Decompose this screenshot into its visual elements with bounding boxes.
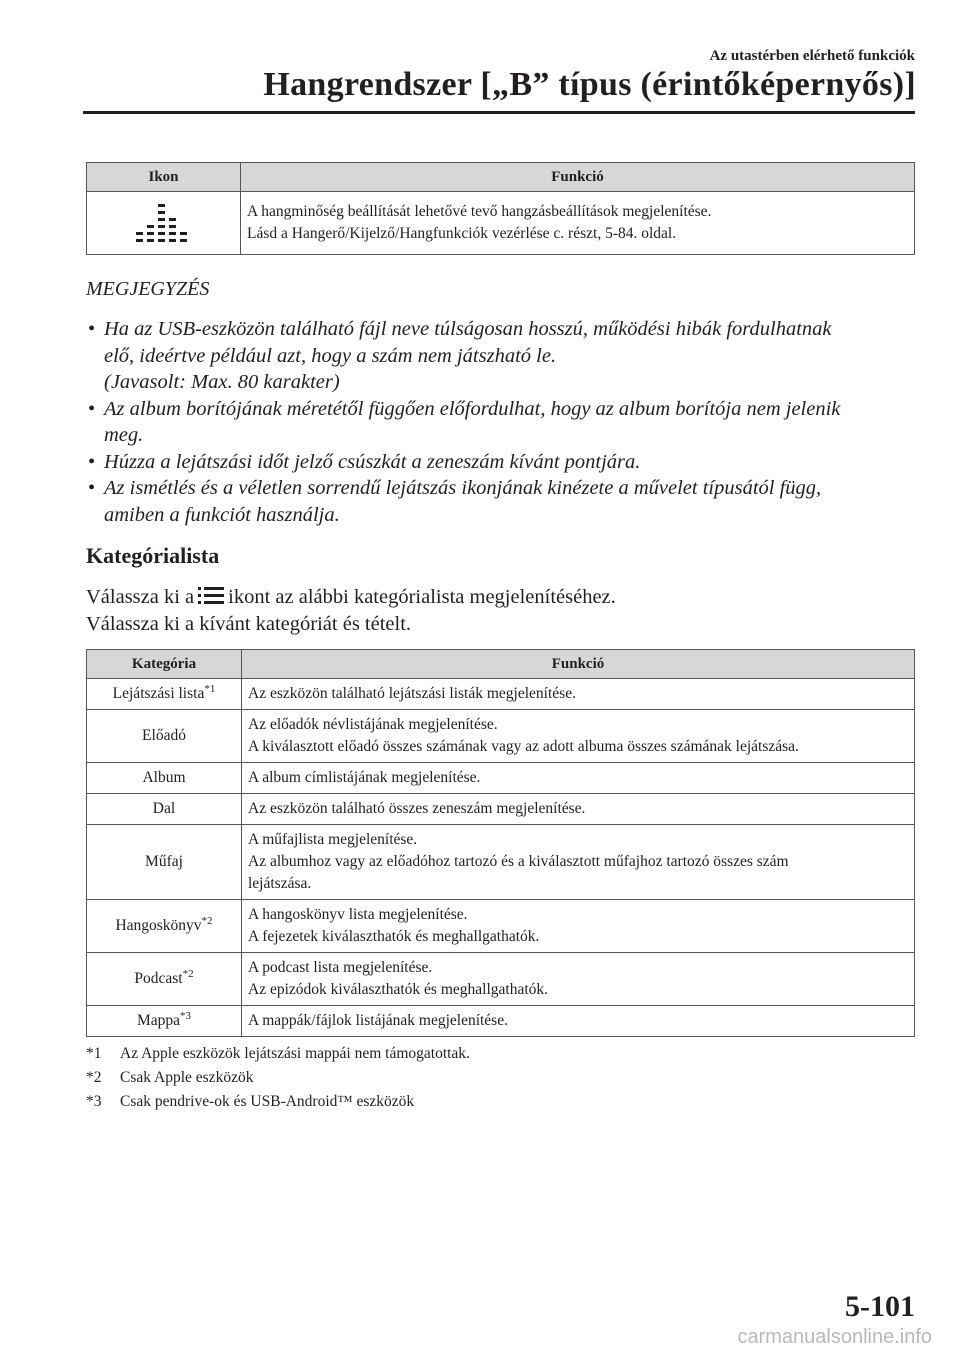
note-line: meg. xyxy=(104,424,144,446)
note-line: Húzza a lejátszási időt jelző csúszkát a zeneszám kívánt pontjára. xyxy=(104,450,641,473)
category-cell: Műfaj xyxy=(87,825,242,900)
function-cell: Az előadók névlistájának megjelenítése. A kiválasztott előadó összes számának vagy az adott albuma összes számának lejátszása. xyxy=(242,710,915,763)
page-title: Hangrendszer [„B” típus (érintőképernyős)] xyxy=(263,66,916,103)
table-row xyxy=(87,763,915,794)
table-row xyxy=(87,1006,915,1037)
page-number: 5-101 xyxy=(845,1290,915,1323)
category-cell: Lejátszási lista$^{*1}$ xyxy=(87,679,242,710)
note-line: Ha az USB-eszközön található fájl neve túlságosan hosszú, működési hibák fordulhatnak xyxy=(104,318,832,340)
function-cell: Az eszközön található lejátszási listák megjelenítése. xyxy=(242,679,915,710)
note-line: (Javasolt: Max. 80 karakter) xyxy=(104,371,340,393)
table-row xyxy=(87,679,915,710)
note-list xyxy=(86,316,918,528)
category-cell: Mappa$^{*3}$ xyxy=(87,1006,242,1037)
instruction-line: Válassza ki a kívánt kategóriát és tételt. xyxy=(86,613,412,635)
icon-function-table xyxy=(86,162,915,255)
table-row xyxy=(87,900,915,953)
bullet: • xyxy=(88,318,96,340)
footnote: *3 Csak pendrive-ok és USB-Android™ eszközök xyxy=(86,1093,415,1110)
note-item xyxy=(86,396,918,449)
function-cell: Az eszközön található összes zeneszám megjelenítése. xyxy=(242,794,915,825)
function-cell: A hangoskönyv lista megjelenítése. A fejezetek kiválaszthatók és meghallgathatók. xyxy=(242,900,915,953)
category-cell: Előadó xyxy=(87,710,242,763)
function-text: A hangminőség beállítását lehetővé tevő hangzásbeállítások megjelenítése. xyxy=(247,203,712,220)
category-table xyxy=(86,649,915,1037)
footnote: *1 Az Apple eszközök lejátszási mappái nem támogatottak. xyxy=(86,1045,470,1062)
note-line: elő, ideértve például azt, hogy a szám nem játszható le. xyxy=(104,344,557,367)
bullet: • xyxy=(88,397,96,420)
table-row xyxy=(87,710,915,763)
list-icon xyxy=(198,586,224,606)
function-cell: A műfajlista megjelenítése. Az albumhoz vagy az előadóhoz tartozó és a kiválasztott műfajhoz tartozó összes szám lejátszása. xyxy=(242,825,915,900)
column-header-function: Funkció xyxy=(242,650,915,679)
column-header-function: Funkció xyxy=(241,163,915,192)
section-header: Az utastérben elérhető funkciók xyxy=(709,48,915,64)
watermark: carmanualsonline.info xyxy=(737,1326,932,1348)
note-line: Az ismétlés és a véletlen sorrendű lejátszás ikonjának kinézete a művelet típusától függ, xyxy=(104,477,822,499)
footnote: *2 Csak Apple eszközök xyxy=(86,1069,254,1086)
header-rule xyxy=(83,111,915,114)
icon-cell xyxy=(87,192,241,255)
note-item xyxy=(86,316,918,396)
section-title: Kategórialista xyxy=(86,543,220,568)
equalizer-icon xyxy=(136,202,192,244)
table-row xyxy=(87,825,915,900)
bullet: • xyxy=(88,450,96,473)
note-heading: MEGJEGYZÉS xyxy=(86,278,210,300)
category-cell: Hangoskönyv$^{*2}$ xyxy=(87,900,242,953)
note-line: Az album borítójának méretétől függően előfordulhat, hogy az album borítója nem jelenik xyxy=(104,397,841,420)
table-row xyxy=(87,953,915,1006)
note-line: amiben a funkciót használja. xyxy=(104,503,340,526)
table-row xyxy=(87,192,915,255)
function-cell: A podcast lista megjelenítése. Az epizódok kiválaszthatók és meghallgathatók. xyxy=(242,953,915,1006)
function-cell: A mappák/fájlok listájának megjelenítése. xyxy=(242,1006,915,1037)
instruction-text: Válassza ki a xyxy=(86,586,195,608)
category-cell: Podcast$^{*2}$ xyxy=(87,953,242,1006)
function-cell: A album címlistájának megjelenítése. xyxy=(242,763,915,794)
table-header-row xyxy=(87,650,915,679)
column-header-category: Kategória xyxy=(87,650,242,679)
instruction-text: ikont az alábbi kategórialista megjelenítéséhez. xyxy=(228,586,616,608)
category-cell: Dal xyxy=(87,794,242,825)
instruction-line xyxy=(86,584,616,610)
footnotes xyxy=(86,1042,470,1114)
note-item xyxy=(86,475,918,528)
table-row xyxy=(87,794,915,825)
category-cell: Album xyxy=(87,763,242,794)
note-item xyxy=(86,449,918,476)
function-cell xyxy=(241,192,915,255)
column-header-icon: Ikon xyxy=(87,163,241,192)
bullet: • xyxy=(88,477,96,499)
table-header-row xyxy=(87,163,915,192)
function-text: Lásd a Hangerő/Kijelző/Hangfunkciók vezérlése c. részt, 5-84. oldal. xyxy=(247,225,677,242)
